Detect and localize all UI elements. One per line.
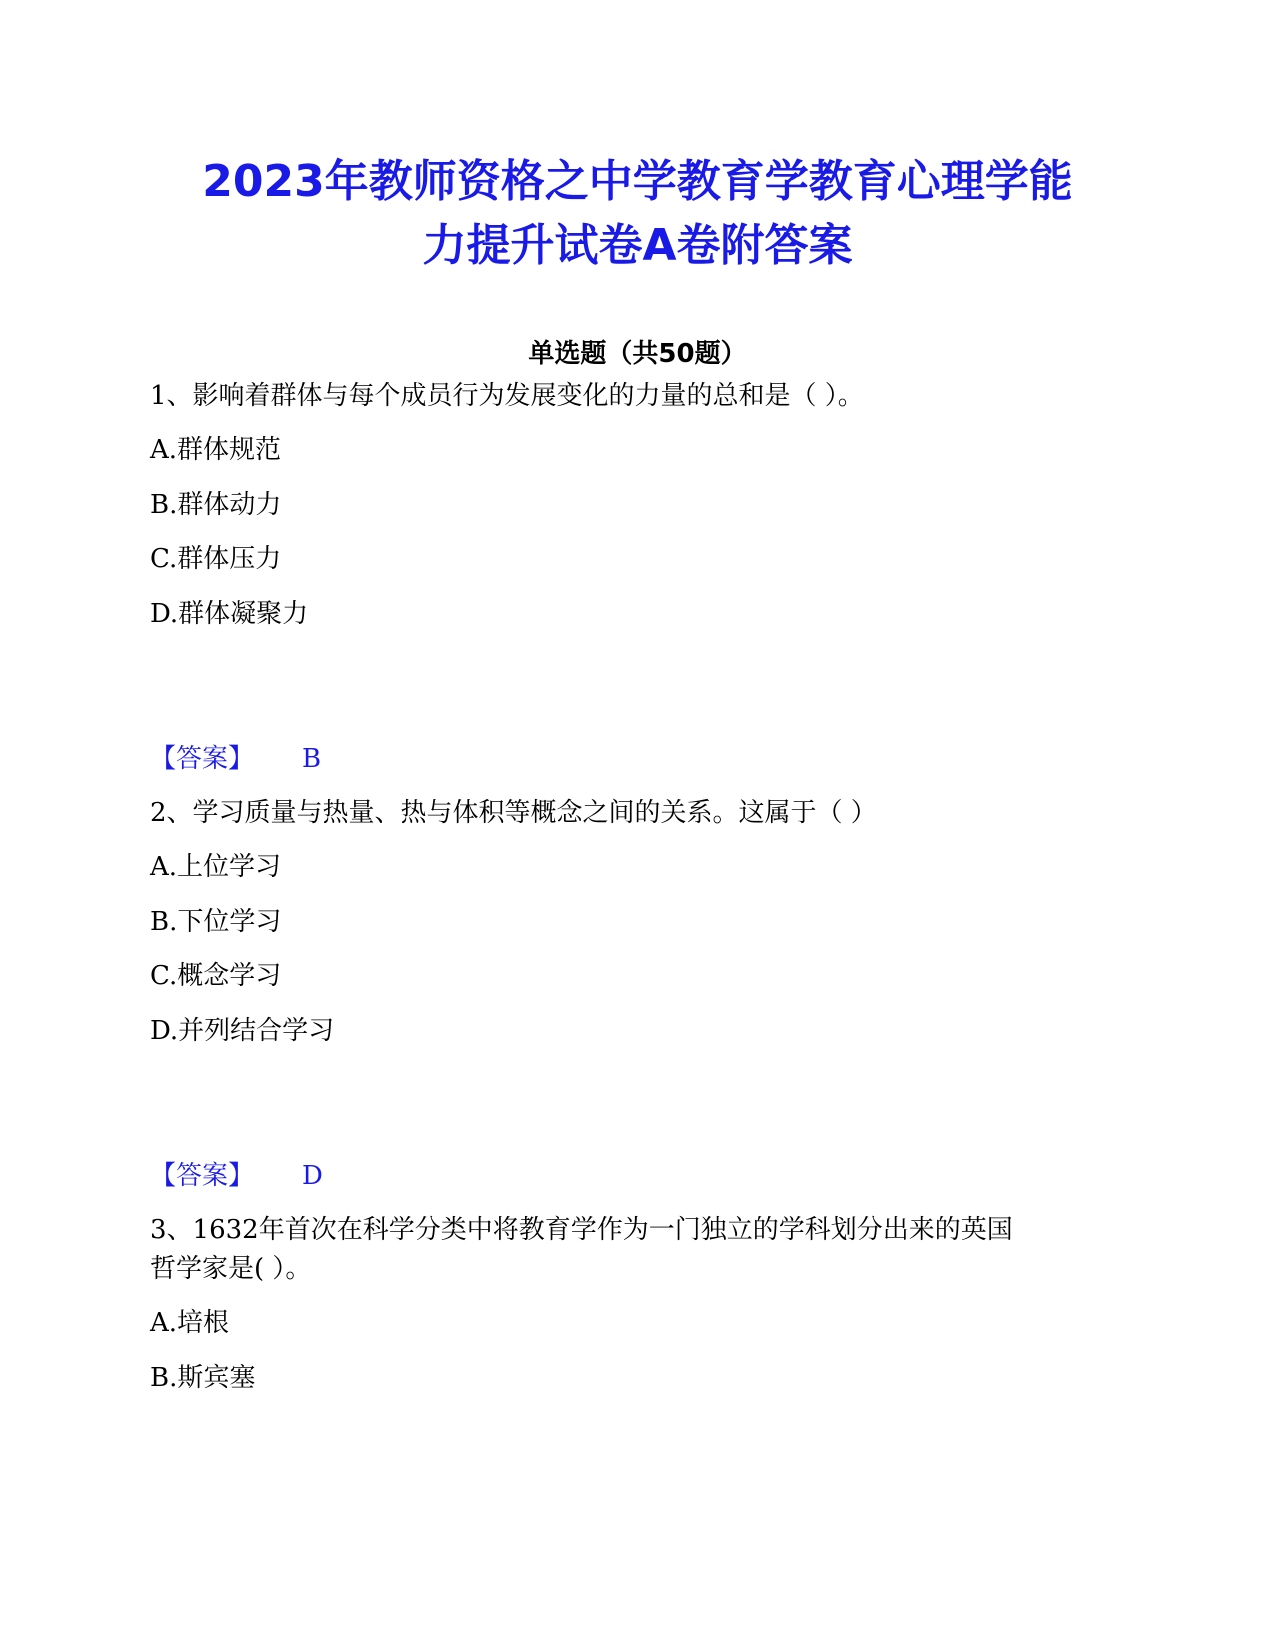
answer-value: D <box>302 1161 323 1191</box>
question-2-option-c: C.概念学习 <box>150 961 282 991</box>
question-1-option-c: C.群体压力 <box>150 544 282 574</box>
question-2-answer <box>150 1158 323 1194</box>
question-1-option-b: B.群体动力 <box>150 490 282 520</box>
answer-label: 【答案】 <box>150 744 255 774</box>
question-3-option-a: A.培根 <box>150 1308 230 1338</box>
question-1-option-d: D.群体凝聚力 <box>150 599 309 629</box>
question-3-stem-line-1: 3、1632年首次在科学分类中将教育学作为一门独立的学科划分出来的英国 <box>150 1215 1013 1245</box>
question-3-stem-line-2: 哲学家是( ）。 <box>150 1254 312 1284</box>
answer-value: B <box>302 744 322 774</box>
answer-label: 【答案】 <box>150 1161 255 1191</box>
question-2-option-a: A.上位学习 <box>150 852 282 882</box>
section-heading: 单选题（共50题） <box>528 339 747 369</box>
question-1-option-a: A.群体规范 <box>150 435 282 465</box>
document-title-line-1: 2023年教师资格之中学教育学教育心理学能 <box>202 156 1073 207</box>
document-title-line-2: 力提升试卷A卷附答案 <box>422 220 853 271</box>
question-1-stem: 1、影响着群体与每个成员行为发展变化的力量的总和是（ ）。 <box>150 381 864 411</box>
question-3-option-b: B.斯宾塞 <box>150 1363 256 1393</box>
question-2-option-b: B.下位学习 <box>150 907 282 937</box>
question-2-option-d: D.并列结合学习 <box>150 1016 335 1046</box>
question-1-answer <box>150 741 321 777</box>
document-title <box>0 150 1275 278</box>
question-2-stem: 2、学习质量与热量、热与体积等概念之间的关系。这属于（ ） <box>150 798 877 828</box>
